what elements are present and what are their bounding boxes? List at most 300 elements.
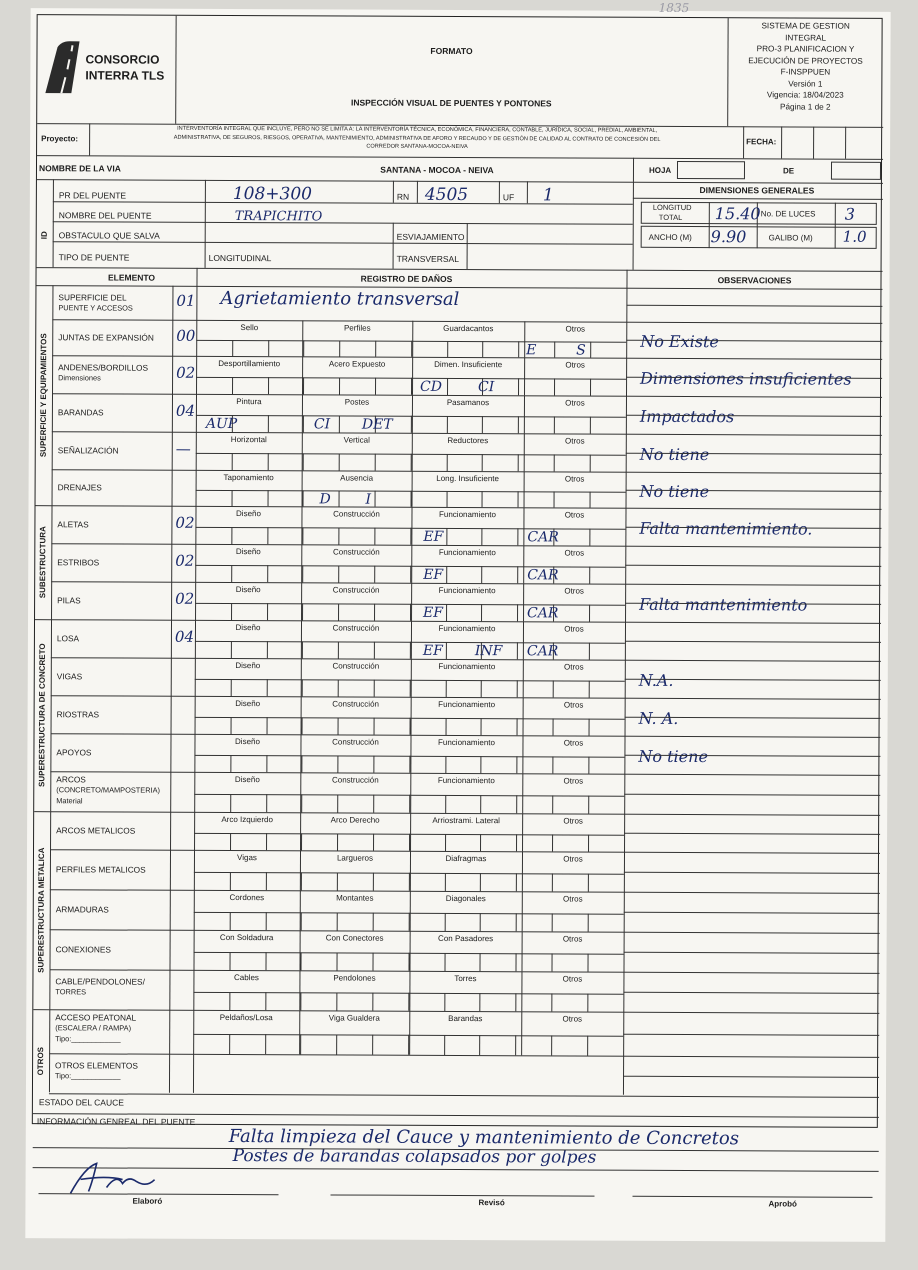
- system-line-5: Versión 1: [788, 78, 823, 89]
- damage-header-15-3: Otros: [563, 854, 583, 864]
- rule-line: [588, 796, 589, 814]
- rule-line: [89, 123, 90, 155]
- rule-line: [303, 453, 304, 470]
- damage-mark-6-1: CAR: [527, 529, 559, 546]
- rule-line: [813, 127, 814, 159]
- rule-line: [338, 755, 339, 772]
- rule-line: [523, 507, 524, 545]
- rule-line: [372, 1035, 373, 1055]
- rule-line: [266, 679, 267, 696]
- damage-header-17-0: Con Soldadura: [219, 932, 274, 943]
- rule-line: [229, 912, 230, 930]
- rule-line: [551, 1035, 552, 1055]
- row-bottom-19: [49, 1053, 879, 1058]
- element-name-13: ARCOS: [56, 774, 86, 785]
- rule-line: [589, 455, 590, 472]
- element-name-2: ANDENES/BORDILLOS: [58, 362, 149, 373]
- damage-header-1-1: Perfiles: [343, 323, 371, 333]
- rule-line: [373, 913, 374, 931]
- observation-4: No tiene: [639, 444, 710, 465]
- rule-line: [266, 717, 267, 734]
- inspection-form-sheet: [25, 0, 890, 1242]
- rule-line: [412, 321, 413, 357]
- damage-header-5-0: Taponamiento: [223, 472, 274, 483]
- rule-line: [411, 378, 412, 395]
- rule-line: [523, 659, 524, 697]
- system-line-6: Vigencia: 18/04/2023: [766, 90, 844, 100]
- rule-line: [408, 913, 409, 931]
- rule-line: [482, 528, 483, 545]
- rule-line: [444, 993, 445, 1011]
- damage-header-6-3: Otros: [564, 510, 585, 520]
- element-name-5: DRENAJES: [57, 482, 102, 493]
- rule-line: [338, 717, 339, 734]
- rule-line: [588, 757, 589, 774]
- rule-line: [265, 992, 266, 1010]
- damage-mark-7-0: EF: [423, 566, 444, 583]
- rule-line: [480, 993, 481, 1011]
- rule-line: [633, 158, 634, 182]
- damage-header-14-2: Arriostrami. Lateral: [432, 815, 500, 826]
- section-metalica: SUPERESTRUCTURA METALICA: [36, 847, 47, 973]
- rule-line: [521, 1011, 522, 1055]
- rule-line: [410, 604, 411, 621]
- damage-header-2-3: Otros: [565, 360, 585, 370]
- rule-line: [444, 873, 445, 891]
- rule-line: [522, 773, 523, 813]
- rule-line: [623, 992, 879, 994]
- uf-label: UF: [502, 192, 515, 203]
- rule-line: [339, 415, 340, 432]
- element-name2-19: (ESCALERA / RAMPA): [55, 1023, 132, 1033]
- observation-6: Falta mantenimiento.: [639, 518, 813, 539]
- rule-line: [524, 395, 525, 433]
- rule-line: [624, 872, 880, 874]
- damage-header-14-0: Arco Izquierdo: [221, 814, 273, 825]
- rule-line: [481, 718, 482, 735]
- rule-line: [410, 773, 411, 813]
- rule-line: [480, 953, 481, 971]
- rule-line: [266, 833, 267, 850]
- element-name-16: ARMADURAS: [55, 904, 109, 915]
- rule-line: [624, 912, 880, 914]
- rule-line: [231, 527, 232, 544]
- rule-line: [33, 1167, 879, 1172]
- damage-mark-2-0: CD: [420, 378, 443, 395]
- rule-line: [408, 993, 409, 1011]
- rule-line: [409, 931, 410, 971]
- rule-line: [522, 891, 523, 931]
- rule-line: [523, 697, 524, 735]
- damage-header-15-2: Diafragmas: [445, 853, 487, 864]
- rule-line: [338, 679, 339, 696]
- rule-line: [516, 913, 517, 931]
- damage-header-6-1: Construcción: [333, 509, 380, 519]
- rule-line: [589, 605, 590, 622]
- fecha-label: FECHA:: [746, 137, 777, 147]
- damage-header-10-3: Otros: [564, 662, 584, 672]
- damage-mark-8-1: CAR: [527, 605, 559, 622]
- damage-header-8-1: Construcción: [332, 585, 380, 595]
- rule-line: [445, 756, 446, 773]
- observation-5: No tiene: [639, 481, 710, 502]
- rule-line: [374, 528, 375, 545]
- damage-mark-6-0: EF: [423, 528, 444, 545]
- damage-header-7-3: Otros: [564, 548, 585, 558]
- rule-line: [268, 340, 269, 356]
- rule-line: [411, 583, 412, 621]
- rule-line: [267, 453, 268, 470]
- rule-line: [516, 953, 517, 971]
- damage-header-11-3: Otros: [563, 700, 584, 710]
- damage-header-8-2: Funcionamiento: [438, 585, 496, 596]
- rule-line: [301, 912, 302, 930]
- rule-line: [446, 416, 447, 433]
- damage-header-3-0: Pintura: [236, 397, 262, 407]
- rule-line: [339, 490, 340, 506]
- rule-line: [589, 567, 590, 584]
- rule-line: [445, 680, 446, 697]
- rule-line: [374, 566, 375, 583]
- info-line-2: Postes de barandas colapsados por golpes: [232, 1146, 597, 1168]
- rule-line: [516, 834, 517, 851]
- element-name-6: ALETAS: [57, 519, 89, 530]
- rule-line: [624, 833, 880, 835]
- damage-header-4-0: Horizontal: [230, 435, 267, 445]
- rule-line: [624, 952, 880, 954]
- observation-11: N. A.: [638, 708, 679, 728]
- rule-line: [409, 873, 410, 891]
- rule-line: [410, 491, 411, 507]
- rule-line: [781, 126, 782, 158]
- rule-line: [337, 872, 338, 890]
- rule-line: [338, 641, 339, 658]
- damage-header-2-0: Desportillamiento: [218, 358, 281, 369]
- damage-header-13-2: Funcionamiento: [437, 775, 495, 786]
- rule-line: [302, 603, 303, 620]
- rule-line: [33, 1009, 49, 1010]
- rule-line: [552, 795, 553, 813]
- rule-line: [337, 833, 338, 850]
- system-line-0: SISTEMA DE GESTION: [761, 21, 850, 31]
- rule-line: [551, 993, 552, 1011]
- rule-line: [410, 851, 411, 891]
- rule-line: [554, 416, 555, 433]
- rule-line: [409, 971, 410, 1011]
- rule-line: [480, 1035, 481, 1055]
- damage-header-19-1: Viga Gualdera: [328, 1013, 380, 1023]
- rule-line: [523, 545, 524, 583]
- rule-line: [524, 471, 525, 507]
- rule-line: [524, 357, 525, 395]
- damage-header-5-2: Long. Insuficiente: [436, 473, 500, 484]
- rule-line: [229, 952, 230, 970]
- rule-line: [337, 952, 338, 970]
- damage-header-4-2: Reductores: [447, 435, 489, 446]
- element-name2-0: PUENTE Y ACCESOS: [58, 303, 133, 313]
- rule-line: [374, 680, 375, 697]
- observation-1: No Existe: [640, 331, 719, 352]
- rule-line: [587, 914, 588, 932]
- de-label: DE: [782, 166, 795, 176]
- aprobo-label: Aprobó: [768, 1199, 797, 1209]
- element-code-8: 02: [175, 589, 195, 608]
- rule-line: [393, 223, 394, 269]
- rule-line: [373, 756, 374, 773]
- damage-header-5-1: Ausencia: [340, 473, 374, 483]
- format-label: FORMATO: [430, 45, 473, 57]
- damage-header-9-2: Funcionamiento: [438, 623, 496, 634]
- damage-header-1-3: Otros: [565, 324, 586, 334]
- rule-line: [410, 566, 411, 583]
- rule-line: [304, 340, 305, 356]
- observation-12: No tiene: [638, 746, 708, 767]
- element-name-18: CABLE/PENDOLONES/: [55, 976, 145, 987]
- rule-line: [410, 813, 411, 851]
- rule-line: [301, 952, 302, 970]
- rule-line: [232, 377, 233, 394]
- rule-line: [302, 679, 303, 696]
- rule-line: [230, 717, 231, 734]
- rule-line: [518, 341, 519, 357]
- rule-line: [410, 528, 411, 545]
- logo-text-line1: CONSORCIO: [85, 52, 160, 67]
- rule-line: [229, 992, 230, 1010]
- damage-header-2-2: Dimen. Insuficiente: [434, 359, 503, 370]
- damage-header-16-3: Otros: [563, 894, 583, 904]
- rule-line: [587, 994, 588, 1012]
- nombre-value: TRAPICHITO: [234, 209, 323, 225]
- rule-line: [411, 507, 412, 545]
- damage-header-17-2: Con Pasadores: [438, 933, 494, 944]
- damage-mark-9-2: CAR: [526, 643, 559, 660]
- rule-line: [518, 528, 519, 545]
- system-line-3: EJECUCIÓN DE PROYECTOS: [748, 55, 863, 66]
- rule-line: [743, 126, 744, 158]
- rule-line: [35, 619, 51, 620]
- ancho-value: 9.90: [710, 227, 747, 247]
- rule-line: [409, 718, 410, 735]
- rule-line: [417, 181, 418, 203]
- rule-line: [230, 872, 231, 890]
- rule-line: [483, 341, 484, 357]
- element-name-11: RIOSTRAS: [56, 709, 100, 720]
- rule-line: [205, 180, 206, 268]
- damage-mark-5-1: I: [365, 491, 372, 508]
- damage-mark-1-1: S: [576, 342, 586, 359]
- element-name-0: SUPERFICIE DEL: [58, 292, 127, 303]
- element-name-1: JUNTAS DE EXPANSIÓN: [58, 332, 154, 343]
- rule-line: [374, 718, 375, 735]
- rule-line: [480, 913, 481, 931]
- rule-line: [267, 603, 268, 620]
- rule-line: [588, 681, 589, 698]
- longitud-value: 15.40: [714, 204, 761, 224]
- rule-line: [446, 491, 447, 507]
- damage-header-4-3: Otros: [565, 436, 585, 446]
- rule-line: [408, 1035, 409, 1055]
- rule-line: [524, 321, 525, 357]
- rule-line: [408, 953, 409, 971]
- rule-line: [444, 1035, 445, 1055]
- damage-header-18-0: Cables: [233, 973, 259, 983]
- element-code-1: 00: [176, 326, 196, 345]
- rule-line: [554, 341, 555, 357]
- de-input[interactable]: [831, 162, 881, 180]
- rule-line: [446, 604, 447, 621]
- rule-line: [301, 833, 302, 850]
- rule-line: [375, 491, 376, 507]
- rule-line: [267, 415, 268, 432]
- hoja-label: HOJA: [648, 165, 672, 175]
- rule-line: [303, 527, 304, 544]
- pr-value: 108+300: [232, 184, 313, 205]
- rule-line: [516, 795, 517, 813]
- system-line-4: F-INSPPUEN: [780, 67, 831, 77]
- element-name-7: ESTRIBOS: [57, 557, 100, 568]
- element-code-9: 04: [174, 627, 195, 646]
- longitudinal-label: LONGITUDINAL: [208, 252, 272, 264]
- rule-line: [590, 417, 591, 434]
- element-code-7: 02: [175, 551, 195, 570]
- rule-line: [527, 181, 528, 203]
- damage-header-8-3: Otros: [564, 586, 584, 596]
- rule-line: [411, 621, 412, 659]
- rule-line: [517, 566, 518, 583]
- rule-line: [374, 642, 375, 659]
- damage-header-11-1: Construcción: [332, 699, 380, 709]
- rule-line: [588, 719, 589, 736]
- rule-line: [303, 415, 304, 432]
- rule-line: [265, 872, 266, 890]
- rule-line: [517, 604, 518, 621]
- rule-line: [372, 953, 373, 971]
- damage-mark-2-1: CI: [478, 379, 495, 396]
- rule-line: [553, 680, 554, 697]
- rule-line: [633, 198, 883, 200]
- damage-header-16-2: Diagonales: [445, 893, 486, 904]
- rule-line: [230, 755, 231, 772]
- rule-line: [590, 342, 591, 358]
- damage-header-17-1: Con Conectores: [325, 933, 384, 943]
- damage-mark-9-0: EF: [422, 642, 443, 659]
- rule-line: [338, 565, 339, 582]
- rule-line: [481, 604, 482, 621]
- section-divider: [49, 285, 54, 1092]
- rule-line: [267, 527, 268, 544]
- galibo-value: 1.0: [842, 227, 867, 246]
- damage-header-8-0: Diseño: [235, 585, 261, 595]
- rule-line: [411, 697, 412, 735]
- galibo-label: GALIBO (M): [768, 233, 813, 243]
- element-name-17: CONEXIONES: [55, 944, 111, 955]
- damage-header-17-3: Otros: [562, 934, 583, 944]
- damage-header-5-3: Otros: [564, 474, 585, 484]
- rule-line: [551, 953, 552, 971]
- rule-line: [515, 1035, 516, 1055]
- element-code-3: 04: [175, 401, 196, 420]
- rule-line: [265, 912, 266, 930]
- top-note: 1835: [658, 0, 690, 16]
- rule-line: [588, 874, 589, 892]
- rule-line: [446, 566, 447, 583]
- dimensions-title: DIMENSIONES GENERALES: [699, 185, 815, 196]
- rule-line: [633, 1196, 873, 1198]
- rule-line: [625, 641, 881, 643]
- rule-line: [625, 565, 881, 567]
- column-elemento: ELEMENTO: [107, 272, 156, 283]
- damage-mark-3-1: CI: [313, 416, 331, 433]
- rule-line: [518, 416, 519, 433]
- rule-line: [53, 179, 54, 267]
- element-name-12: APOYOS: [56, 747, 92, 758]
- form-frame: [32, 14, 883, 1209]
- rule-line: [412, 471, 413, 507]
- element-name3-19: Tipo:____________: [55, 1034, 121, 1044]
- rule-line: [499, 181, 500, 203]
- rule-line: [410, 642, 411, 659]
- element-name-3: BARANDAS: [57, 407, 104, 418]
- rule-line: [482, 566, 483, 583]
- element-name2-2: Dimensiones: [58, 373, 101, 383]
- damage-header-13-0: Diseño: [234, 775, 260, 785]
- transversal-label: TRANSVERSAL: [396, 253, 459, 265]
- rule-line: [524, 433, 525, 471]
- rule-line: [266, 755, 267, 772]
- rule-line: [372, 993, 373, 1011]
- rule-line: [36, 505, 52, 506]
- damage-header-12-2: Funcionamiento: [438, 737, 495, 748]
- rule-line: [303, 377, 304, 394]
- info-line-1: Falta limpieza del Cauce y mantenimiento de Concretos: [228, 1126, 740, 1150]
- element-name3-13: Material: [56, 796, 83, 806]
- rule-line: [518, 454, 519, 471]
- rule-line: [331, 1194, 595, 1196]
- damage-header-3-1: Postes: [344, 397, 370, 407]
- rule-line: [467, 223, 468, 269]
- element-code-4: —: [175, 439, 191, 458]
- rule-line: [480, 873, 481, 891]
- rule-line: [517, 756, 518, 773]
- damage-header-15-1: Largueros: [336, 853, 374, 863]
- damage-header-3-3: Otros: [565, 398, 585, 408]
- element-name2-13: (CONCRETO/MAMPOSTERIA): [56, 785, 161, 795]
- project-label: Proyecto:: [41, 134, 79, 144]
- damage-header-4-1: Vertical: [343, 435, 370, 445]
- rule-line: [409, 795, 410, 813]
- damage-header-16-0: Cordones: [229, 893, 265, 903]
- project-bottom: [37, 155, 883, 160]
- id-side-label: ID: [39, 231, 49, 240]
- rule-line: [523, 621, 524, 659]
- element-name-20: OTROS ELEMENTOS: [55, 1060, 138, 1071]
- rule-line: [302, 794, 303, 812]
- system-line-7: Página 1 de 2: [779, 101, 831, 112]
- rule-line: [445, 834, 446, 851]
- rule-line: [411, 341, 412, 357]
- hoja-input[interactable]: [677, 161, 745, 179]
- element-code-2: 02: [176, 363, 196, 382]
- rule-line: [633, 182, 634, 270]
- damage-header-9-3: Otros: [564, 624, 584, 634]
- element-name-14: ARCOS METALICOS: [56, 825, 136, 836]
- rule-line: [521, 971, 522, 1011]
- element-name-15: PERFILES METALICOS: [55, 864, 146, 875]
- damage-header-2-1: Acero Expuesto: [328, 359, 386, 369]
- rule-line: [522, 735, 523, 773]
- rule-line: [339, 453, 340, 470]
- rule-line: [230, 794, 231, 812]
